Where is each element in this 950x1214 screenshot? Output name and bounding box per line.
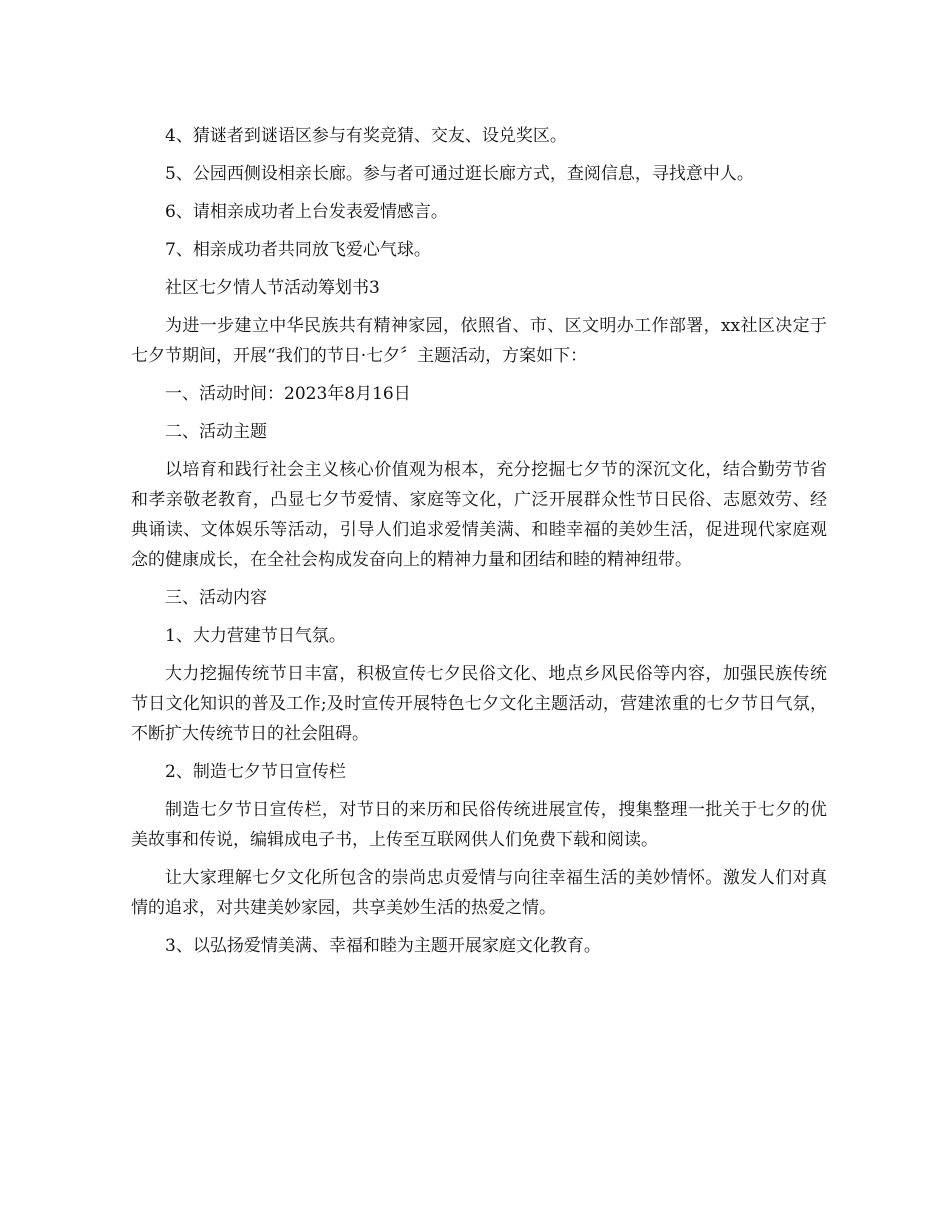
content-item-2-paragraph: 制造七夕节日宣传栏，对节日的来历和民俗传统进展宣传，搜集整理一批关于七夕的优美故事和传说，编辑成电子书，上传至互联网供人们免费下载和阅读。 <box>131 800 827 850</box>
activity-content-heading: 三、活动内容 <box>165 588 267 608</box>
content-item-2-heading: 2、制造七夕节日宣传栏 <box>165 762 346 782</box>
intro-paragraph: 为进一步建立中华民族共有精神家园，依照省、市、区文明办工作部署，xx社区决定于七夕节期间，开展“我们的节日·七夕〞主题活动，方案如下： <box>131 316 827 366</box>
paragraph-item-6: 6、请相亲成功者上台发表爱情感言。 <box>165 202 448 222</box>
content-item-1-heading: 1、大力营建节日气氛。 <box>165 626 346 646</box>
content-item-2-paragraph-extra: 让大家理解七夕文化所包含的崇尚忠贞爱情与向往幸福生活的美妙情怀。激发人们对真情的追求，对共建美妙家园，共享美妙生活的热爱之情。 <box>131 868 827 918</box>
activity-theme-heading: 二、活动主题 <box>165 422 267 442</box>
paragraph-item-5: 5、公园西侧设相亲长廊。参与者可通过逛长廊方式，查阅信息，寻找意中人。 <box>165 164 754 184</box>
content-item-1-paragraph: 大力挖掘传统节日丰富，积极宣传七夕民俗文化、地点乡风民俗等内容，加强民族传统节日文化知识的普及工作;及时宣传开展特色七夕文化主题活动，营建浓重的七夕节日气氛，不断扩大传统节日的社会阻碍。 <box>131 664 827 744</box>
document-body <box>131 121 827 969</box>
paragraph-item-4: 4、猜谜者到谜语区参与有奖竞猜、交友、设兑奖区。 <box>165 126 567 146</box>
paragraph-item-7: 7、相亲成功者共同放飞爱心气球。 <box>165 240 431 260</box>
section-heading-plan-3: 社区七夕情人节活动筹划书3 <box>165 278 380 298</box>
content-item-3-heading: 3、以弘扬爱情美满、幸福和睦为主题开展家庭文化教育。 <box>165 936 601 956</box>
activity-time: 一、活动时间：2023年8月16日 <box>165 384 411 404</box>
activity-theme-paragraph: 以培育和践行社会主义核心价值观为根本，充分挖掘七夕节的深沉文化，结合勤劳节省和孝亲敬老教育，凸显七夕节爱情、家庭等文化，广泛开展群众性节日民俗、志愿效劳、经典诵读、文体娱乐等活动，引导人们追求爱情美满、和睦幸福的美妙生活，促进现代家庭观念的健康成长，在全社会构成发奋向上的精神力量和团结和睦的精神纽带。 <box>131 460 827 570</box>
